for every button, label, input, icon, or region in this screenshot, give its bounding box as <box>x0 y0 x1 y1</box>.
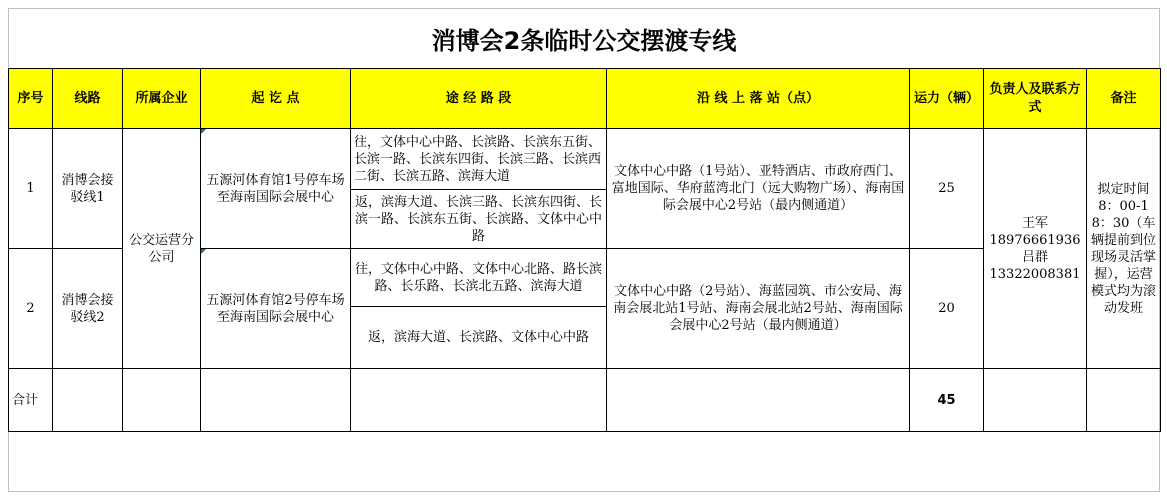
header-route[interactable]: 途 经 路 段 <box>351 69 607 129</box>
row2-seq[interactable]: 2 <box>9 249 53 369</box>
row1-route-back[interactable]: 返，滨海大道、长滨三路、长滨东四街、长滨一路、长滨东五街、长滨路、文体中心中路 <box>351 190 607 249</box>
contact-name2: 吕群 <box>1021 249 1048 265</box>
header-seq[interactable]: 序号 <box>9 69 53 129</box>
header-capacity[interactable]: 运力（辆） <box>910 69 984 129</box>
bus-line-table <box>8 68 1161 432</box>
header-start-end[interactable]: 起 讫 点 <box>201 69 351 129</box>
row1-seq[interactable]: 1 <box>9 129 53 249</box>
header-company[interactable]: 所属企业 <box>123 69 201 129</box>
contact-phone2: 13322008381 <box>989 266 1081 282</box>
row1-stops[interactable]: 文体中心中路（1号站）、亚特酒店、市政府西门、富地国际、华府蓝湾北门（远大购物广场）、海南国际会展中心2号站（最内侧通道） <box>607 129 910 249</box>
total-empty-start-end[interactable] <box>201 369 351 432</box>
total-empty-contact[interactable] <box>984 369 1087 432</box>
contact-phone1: 18976661936 <box>989 232 1081 248</box>
company-cell[interactable]: 公交运营分公司 <box>123 129 201 369</box>
row1-start-end[interactable]: 五源河体育馆1号停车场至海南国际会展中心 <box>201 129 351 249</box>
contact-name1: 王军 <box>1021 215 1048 231</box>
remark-cell[interactable]: 拟定时间8：00-18：30（车辆提前到位现场灵活掌握），运营模式均为滚动发班 <box>1087 129 1161 369</box>
row1-line[interactable]: 消博会接驳线1 <box>53 129 123 249</box>
header-remark[interactable]: 备注 <box>1087 69 1161 129</box>
header-stops[interactable]: 沿 线 上 落 站（点） <box>607 69 910 129</box>
row2-line[interactable]: 消博会接驳线2 <box>53 249 123 369</box>
row2-start-end[interactable]: 五源河体育馆2号停车场至海南国际会展中心 <box>201 249 351 369</box>
page-title: 消博会2条临时公交摆渡专线 <box>431 26 737 55</box>
total-empty-remark[interactable] <box>1087 369 1161 432</box>
total-empty-line[interactable] <box>53 369 123 432</box>
row2-route-out[interactable]: 往，文体中心中路、文体中心北路、路长滨路、长乐路、长滨北五路、滨海大道 <box>351 249 607 307</box>
row2-capacity[interactable]: 20 <box>910 249 984 369</box>
total-label[interactable]: 合计 <box>9 369 53 432</box>
table-row <box>9 129 1161 190</box>
total-empty-route[interactable] <box>351 369 607 432</box>
row1-route-out[interactable]: 往，文体中心中路、长滨路、长滨东五街、长滨一路、长滨东四街、长滨三路、长滨西二街、长滨五路、滨海大道 <box>351 129 607 190</box>
total-empty-company[interactable] <box>123 369 201 432</box>
header-contact[interactable]: 负责人及联系方式 <box>984 69 1087 129</box>
total-capacity[interactable]: 45 <box>910 369 984 432</box>
row2-stops[interactable]: 文体中心中路（2号站）、海蓝园筑、市公安局、海南会展北站1号站、海南会展北站2号站、海南国际会展中心2号站（最内侧通道） <box>607 249 910 369</box>
total-empty-stops[interactable] <box>607 369 910 432</box>
contact-cell[interactable] <box>984 129 1087 369</box>
row2-route-back[interactable]: 返，滨海大道、长滨路、文体中心中路 <box>351 307 607 369</box>
header-row <box>9 69 1161 129</box>
row1-capacity[interactable]: 25 <box>910 129 984 249</box>
header-line[interactable]: 线路 <box>53 69 123 129</box>
total-row <box>9 369 1161 432</box>
